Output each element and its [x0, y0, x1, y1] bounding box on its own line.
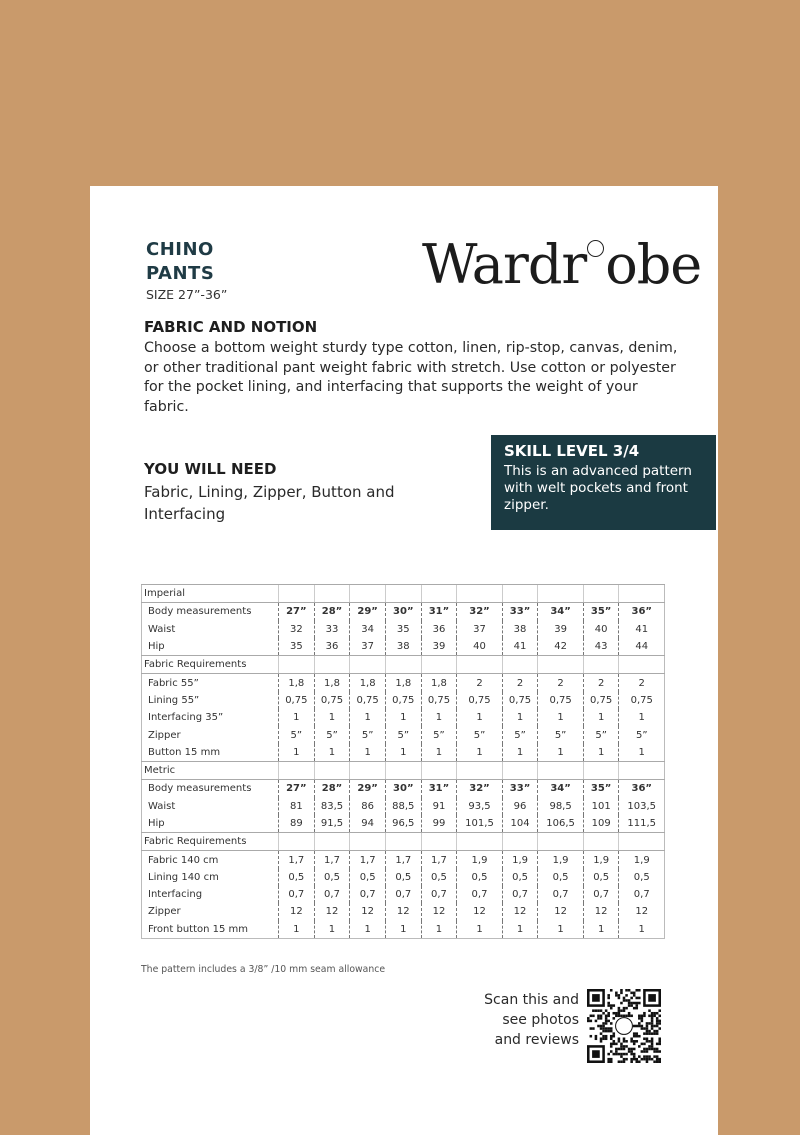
- table-cell: 1,7: [385, 851, 421, 869]
- pattern-sheet: [90, 186, 718, 1135]
- table-row: [142, 726, 665, 743]
- row-label: Lining 55”: [148, 694, 200, 706]
- table-cell: 2: [583, 674, 619, 692]
- table-row: [142, 798, 665, 815]
- table-cell: 1,9: [583, 851, 619, 869]
- table-cell: 1: [421, 709, 457, 726]
- table-cell: 1: [457, 744, 502, 762]
- table-cell: 1,9: [619, 851, 665, 869]
- table-cell: 0,75: [421, 692, 457, 709]
- table-cell: 33”: [502, 780, 538, 798]
- table-cell: 1: [350, 744, 386, 762]
- table-cell: 12: [350, 903, 386, 920]
- table-cell: 1,9: [538, 851, 583, 869]
- scan-text: Scan this and see photos and reviews: [484, 992, 579, 1048]
- section-header-row: [142, 833, 665, 851]
- table-cell: 93,5: [457, 798, 502, 815]
- table-cell: 0,75: [538, 692, 583, 709]
- row-label: Lining 140 cm: [148, 871, 219, 883]
- table-cell: 0,75: [350, 692, 386, 709]
- table-cell: 1: [538, 709, 583, 726]
- table-row: [142, 621, 665, 638]
- table-cell: 1,9: [457, 851, 502, 869]
- table-cell: 0,5: [538, 869, 583, 886]
- table-cell: 12: [538, 903, 583, 920]
- table-cell: 12: [457, 903, 502, 920]
- table-cell: 0,7: [421, 886, 457, 903]
- row-label: Front button 15 mm: [148, 923, 249, 935]
- table-cell: 0,5: [314, 869, 350, 886]
- table-row: [142, 692, 665, 709]
- table-cell: 5”: [619, 726, 665, 743]
- table-cell: 89: [279, 815, 315, 833]
- table-cell: 33”: [502, 603, 538, 621]
- row-label: Interfacing: [148, 889, 203, 901]
- table-cell: 1: [421, 744, 457, 762]
- table-cell: 30”: [385, 603, 421, 621]
- table-cell: 88,5: [385, 798, 421, 815]
- table-cell: 96: [502, 798, 538, 815]
- table-row: [142, 744, 665, 762]
- pattern-title: [146, 238, 214, 286]
- table-cell: 5”: [279, 726, 315, 743]
- table-cell: 1: [385, 744, 421, 762]
- table-cell: 44: [619, 638, 665, 656]
- table-cell: 40: [457, 638, 502, 656]
- table-row: [142, 903, 665, 920]
- table-cell: 0,75: [619, 692, 665, 709]
- section-header-row: [142, 585, 665, 603]
- table-cell: 1: [350, 709, 386, 726]
- table-cell: 1,8: [279, 674, 315, 692]
- row-label: Fabric 140 cm: [148, 854, 219, 866]
- table-cell: 37: [457, 621, 502, 638]
- table-cell: 0,5: [279, 869, 315, 886]
- table-cell: 35: [385, 621, 421, 638]
- table-row: [142, 674, 665, 692]
- table-cell: 0,75: [279, 692, 315, 709]
- table-cell: 1,8: [421, 674, 457, 692]
- seam-allowance-note: The pattern includes a 3/8” /10 mm seam allowance: [141, 964, 386, 975]
- size-range: SIZE 27”-36”: [146, 287, 228, 302]
- table-cell: 1: [619, 921, 665, 939]
- table-cell: 37: [350, 638, 386, 656]
- table-cell: 1: [619, 709, 665, 726]
- table-cell: 0,7: [457, 886, 502, 903]
- table-cell: 1: [502, 744, 538, 762]
- row-label: Zipper: [148, 729, 181, 741]
- skill-level-body: This is an advanced pattern with welt pockets and front zipper.: [504, 463, 692, 513]
- table-cell: 1: [314, 744, 350, 762]
- table-cell: 1: [314, 709, 350, 726]
- table-cell: 0,7: [314, 886, 350, 903]
- table-cell: 27”: [279, 780, 315, 798]
- table-cell: 12: [619, 903, 665, 920]
- table-cell: 0,75: [314, 692, 350, 709]
- table-cell: 2: [538, 674, 583, 692]
- table-cell: 2: [457, 674, 502, 692]
- fabric-heading: FABRIC AND NOTION: [144, 318, 318, 336]
- table-cell: 103,5: [619, 798, 665, 815]
- section-header-row: [142, 761, 665, 779]
- table-cell: 1: [619, 744, 665, 762]
- table-cell: 31”: [421, 780, 457, 798]
- row-label: Button 15 mm: [148, 746, 221, 758]
- table-cell: 5”: [457, 726, 502, 743]
- table-cell: 31”: [421, 603, 457, 621]
- table-cell: 1: [502, 921, 538, 939]
- by-me-mark: [587, 240, 604, 257]
- table-cell: 1: [583, 921, 619, 939]
- table-cell: 106,5: [538, 815, 583, 833]
- table-cell: 1: [421, 921, 457, 939]
- table-cell: 0,5: [350, 869, 386, 886]
- table-cell: 39: [421, 638, 457, 656]
- title-line-1: CHINO: [146, 239, 214, 260]
- table-cell: 101: [583, 798, 619, 815]
- table-cell: 5”: [583, 726, 619, 743]
- table-cell: 0,75: [385, 692, 421, 709]
- table-row: [142, 921, 665, 939]
- table-cell: 36”: [619, 780, 665, 798]
- section-title: Fabric Requirements: [142, 656, 279, 674]
- table-cell: 0,7: [502, 886, 538, 903]
- table-cell: 32: [279, 621, 315, 638]
- table-row: [142, 869, 665, 886]
- table-cell: 1,8: [314, 674, 350, 692]
- table-cell: 36”: [619, 603, 665, 621]
- row-label: Body measurements: [148, 606, 252, 618]
- row-label: Waist: [148, 623, 176, 635]
- table-cell: 34: [350, 621, 386, 638]
- table-cell: 83,5: [314, 798, 350, 815]
- table-cell: 1: [538, 744, 583, 762]
- table-cell: 0,7: [619, 886, 665, 903]
- skill-level-box: [491, 435, 716, 530]
- table-cell: 0,7: [583, 886, 619, 903]
- table-cell: 109: [583, 815, 619, 833]
- table-cell: 35”: [583, 603, 619, 621]
- table-row: [142, 780, 665, 798]
- table-cell: 0,5: [502, 869, 538, 886]
- row-label: Interfacing 35”: [148, 712, 224, 724]
- table-cell: 0,75: [457, 692, 502, 709]
- table-cell: 34”: [538, 603, 583, 621]
- table-cell: 34”: [538, 780, 583, 798]
- table-cell: 29”: [350, 603, 386, 621]
- section-title: Metric: [142, 761, 279, 779]
- table-cell: 43: [583, 638, 619, 656]
- title-line-2: PANTS: [146, 263, 215, 284]
- table-cell: 5”: [385, 726, 421, 743]
- table-cell: 35: [279, 638, 315, 656]
- table-cell: 12: [314, 903, 350, 920]
- table-cell: 96,5: [385, 815, 421, 833]
- row-label: Body measurements: [148, 783, 252, 795]
- table-cell: 38: [502, 621, 538, 638]
- row-label: Hip: [148, 641, 165, 653]
- table-cell: 1: [279, 744, 315, 762]
- table-cell: 12: [279, 903, 315, 920]
- table-cell: 0,5: [619, 869, 665, 886]
- table-cell: 36: [421, 621, 457, 638]
- table-cell: 0,75: [583, 692, 619, 709]
- table-cell: 40: [583, 621, 619, 638]
- table-cell: 99: [421, 815, 457, 833]
- skill-level-heading: SKILL LEVEL 3/4: [504, 442, 640, 460]
- table-cell: 1: [583, 709, 619, 726]
- table-cell: 1: [350, 921, 386, 939]
- table-cell: 5”: [314, 726, 350, 743]
- table-cell: 1: [583, 744, 619, 762]
- table-cell: 0,5: [421, 869, 457, 886]
- table-cell: 27”: [279, 603, 315, 621]
- table-cell: 30”: [385, 780, 421, 798]
- table-cell: 1: [279, 709, 315, 726]
- you-will-need-heading: YOU WILL NEED: [144, 460, 277, 478]
- table-cell: 1,8: [350, 674, 386, 692]
- table-row: [142, 886, 665, 903]
- table-cell: 1,7: [421, 851, 457, 869]
- table-cell: 1,7: [314, 851, 350, 869]
- table-cell: 111,5: [619, 815, 665, 833]
- row-label: Zipper: [148, 906, 181, 918]
- table-cell: 0,7: [538, 886, 583, 903]
- table-cell: 1,9: [502, 851, 538, 869]
- table-cell: 42: [538, 638, 583, 656]
- table-cell: 101,5: [457, 815, 502, 833]
- table-cell: 1: [279, 921, 315, 939]
- table-cell: 2: [502, 674, 538, 692]
- table-cell: 35”: [583, 780, 619, 798]
- table-cell: 0,7: [350, 886, 386, 903]
- section-title: Fabric Requirements: [142, 833, 279, 851]
- table-cell: 0,75: [502, 692, 538, 709]
- table-cell: 1: [502, 709, 538, 726]
- table-cell: 1: [457, 709, 502, 726]
- table-cell: 1,8: [385, 674, 421, 692]
- table-cell: 1: [457, 921, 502, 939]
- table-cell: 5”: [350, 726, 386, 743]
- table-cell: 1: [538, 921, 583, 939]
- table-cell: 28”: [314, 603, 350, 621]
- table-row: [142, 603, 665, 621]
- table-cell: 32”: [457, 603, 502, 621]
- table-cell: 41: [502, 638, 538, 656]
- row-label: Hip: [148, 818, 165, 829]
- table-cell: 91: [421, 798, 457, 815]
- table-cell: 1: [385, 709, 421, 726]
- table-row: [142, 709, 665, 726]
- table-cell: 104: [502, 815, 538, 833]
- table-cell: 0,5: [457, 869, 502, 886]
- table-cell: 12: [421, 903, 457, 920]
- table-row: [142, 815, 665, 833]
- table-cell: 12: [502, 903, 538, 920]
- table-cell: 33: [314, 621, 350, 638]
- table-cell: 0,5: [385, 869, 421, 886]
- wardrobe-logo: Wardr obe: [422, 233, 702, 296]
- fabric-body: Choose a bottom weight sturdy type cotton, linen, rip-stop, canvas, denim, or other traditional pant weight fabric with stretch. Use cotton or polyester for the pocket lining, and interfacing that supports the weight of your fabric.: [144, 340, 678, 415]
- table-row: [142, 851, 665, 869]
- table-row: [142, 638, 665, 656]
- table-cell: 32”: [457, 780, 502, 798]
- table-cell: 12: [583, 903, 619, 920]
- table-cell: 94: [350, 815, 386, 833]
- table-cell: 12: [385, 903, 421, 920]
- table-cell: 86: [350, 798, 386, 815]
- table-cell: 29”: [350, 780, 386, 798]
- table-cell: 5”: [538, 726, 583, 743]
- table-cell: 1,7: [279, 851, 315, 869]
- row-label: Fabric 55”: [148, 677, 199, 689]
- section-header-row: [142, 656, 665, 674]
- table-cell: 36: [314, 638, 350, 656]
- table-cell: 1,7: [350, 851, 386, 869]
- table-cell: 1: [385, 921, 421, 939]
- table-cell: 0,5: [583, 869, 619, 886]
- requirements-table: [141, 584, 665, 939]
- qr-code-icon[interactable]: [587, 989, 661, 1063]
- row-label: Waist: [148, 800, 176, 812]
- section-title: Imperial: [142, 585, 279, 603]
- table-cell: 5”: [421, 726, 457, 743]
- you-will-need-body: Fabric, Lining, Zipper, Button and Interfacing: [144, 483, 395, 523]
- table-cell: 81: [279, 798, 315, 815]
- table-cell: 38: [385, 638, 421, 656]
- table-cell: 41: [619, 621, 665, 638]
- table-cell: 28”: [314, 780, 350, 798]
- table-cell: 5”: [502, 726, 538, 743]
- table-cell: 0,7: [279, 886, 315, 903]
- table-cell: 0,7: [385, 886, 421, 903]
- table-cell: 98,5: [538, 798, 583, 815]
- table-cell: 39: [538, 621, 583, 638]
- table-cell: 1: [314, 921, 350, 939]
- table-cell: 2: [619, 674, 665, 692]
- table-cell: 91,5: [314, 815, 350, 833]
